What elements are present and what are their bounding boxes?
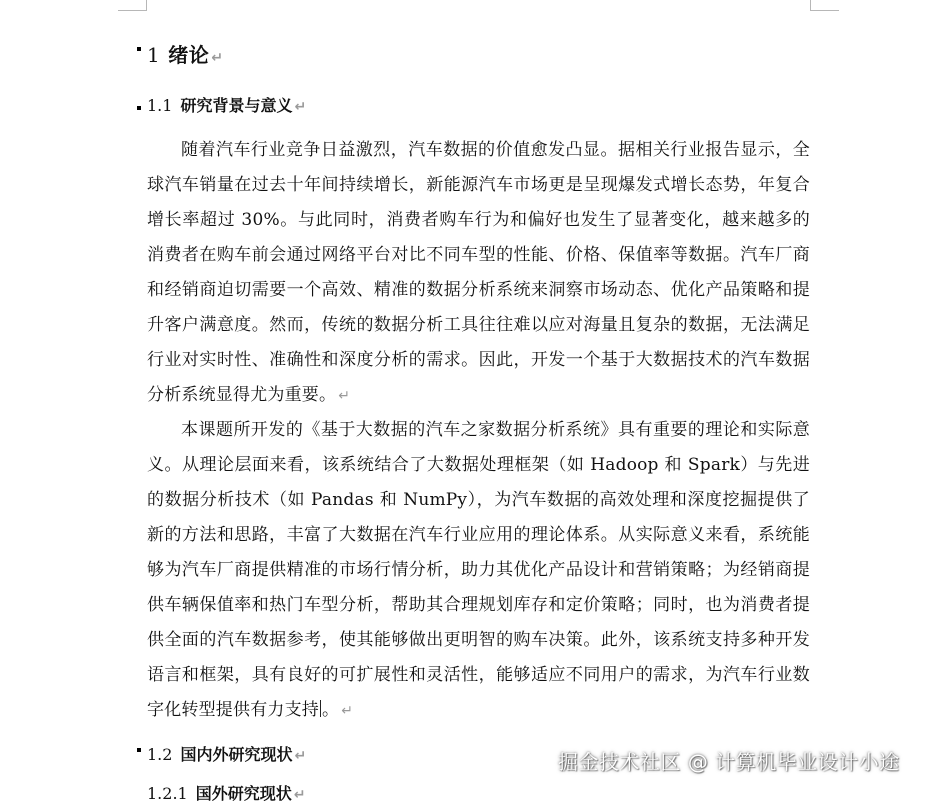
watermark-text: 掘金技术社区 @ 计算机毕业设计小途: [558, 750, 900, 774]
paragraph-mark: ↵: [211, 50, 224, 66]
paragraph-text: 随着汽车行业竞争日益激烈，汽车数据的价值愈发凸显。据相关行业报告显示，全球汽车销量在过去十年间持续增长，新能源汽车市场更是呈现爆发式增长态势，年复合增长率超过 30%。与此同时，消费者购车行为和偏好也发生了显著变化，越来越多的消费者在购车前会通过网络平台对比不同车型的性能、价格、保值率等数据。汽车厂商和经销商迫切需要一个高效、精准的数据分析系统来洞察市场动态、优化产品策略和提升客户满意度。然而，传统的数据分析工具往往难以应对海量且复杂的数据，无法满足行业对实时性、准确性和深度分析的需求。因此，开发一个基于大数据技术的汽车数据分析系统显得尤为重要。: [147, 140, 810, 405]
heading-bullet-marker: [137, 106, 141, 110]
heading-bullet-marker: [137, 47, 141, 51]
crop-mark-left: [118, 0, 147, 11]
heading-2-title: 国内外研究现状: [180, 745, 293, 764]
heading-2-title: 研究背景与意义: [180, 96, 293, 115]
paragraph-mark: ↵: [293, 787, 306, 803]
body-paragraph[interactable]: [147, 133, 810, 414]
text-cursor: [320, 700, 321, 717]
heading-2-number: 1.2: [147, 745, 173, 764]
heading-3-number: 1.2.1: [147, 784, 188, 803]
paragraph-mark: ↵: [294, 99, 307, 115]
heading-1-title: 绪论: [168, 43, 210, 67]
paragraph-mark: ↵: [294, 748, 307, 764]
heading-1-number: 1: [147, 43, 161, 67]
paragraph-text: 本课题所开发的《基于大数据的汽车之家数据分析系统》具有重要的理论和实际意义。从理论层面来看，该系统结合了大数据处理框架（如 Hadoop 和 Spark）与先进的数据分析技术（如 Pandas 和 NumPy），为汽车数据的高效处理和深度挖掘提供了新的方法和思路，丰富了大数据在汽车行业应用的理论体系。从实际意义来看，系统能够为汽车厂商提供精准的市场行情分析，助力其优化产品设计和营销策略；为经销商提供车辆保值率和热门车型分析，帮助其合理规划库存和定价策略；同时，也为消费者提供全面的汽车数据参考，使其能够做出更明智的购车决策。此外，该系统支持多种开发语言和框架，具有良好的可扩展性和灵活性，能够适应不同用户的需求，为汽车行业数字化转型提供有力支持: [147, 420, 810, 720]
crop-mark-right: [810, 0, 839, 11]
heading-2-number: 1.1: [147, 96, 173, 115]
body-paragraph[interactable]: 本课题所开发的《基于大数据的汽车之家数据分析系统》具有重要的理论和实际意义。从理论层面来看，该系统结合了大数据处理框架（如 Hadoop 和 Spark）与先进的数据分析技术（如 Pandas 和 NumPy），为汽车数据的高效处理和深度挖掘提供了新的方法和思路，丰富了大数据在汽车行业应用的理论体系。从实际意义来看，系统能够为汽车厂商提供精准的市场行情分析，助力其优化产品设计和营销策略；为经销商提供车辆保值率和热门车型分析，帮助其合理规划库存和定价策略；同时，也为消费者提供全面的汽车数据参考，使其能够做出更明智的购车决策。此外，该系统支持多种开发语言和框架，具有良好的可扩展性和灵活性，能够适应不同用户的需求，为汽车行业数字化转型提供有力支持 。 ↵: [147, 420, 810, 720]
paragraph-mark: ↵: [338, 388, 351, 404]
heading-1[interactable]: [147, 39, 223, 68]
heading-2-background[interactable]: [147, 93, 306, 116]
heading-3-foreign-research[interactable]: [147, 781, 305, 804]
paragraph-mark: ↵: [341, 703, 354, 719]
heading-bullet-marker: [137, 748, 141, 752]
heading-3-title: 国外研究现状: [195, 784, 292, 803]
heading-2-research-status[interactable]: [147, 742, 306, 765]
